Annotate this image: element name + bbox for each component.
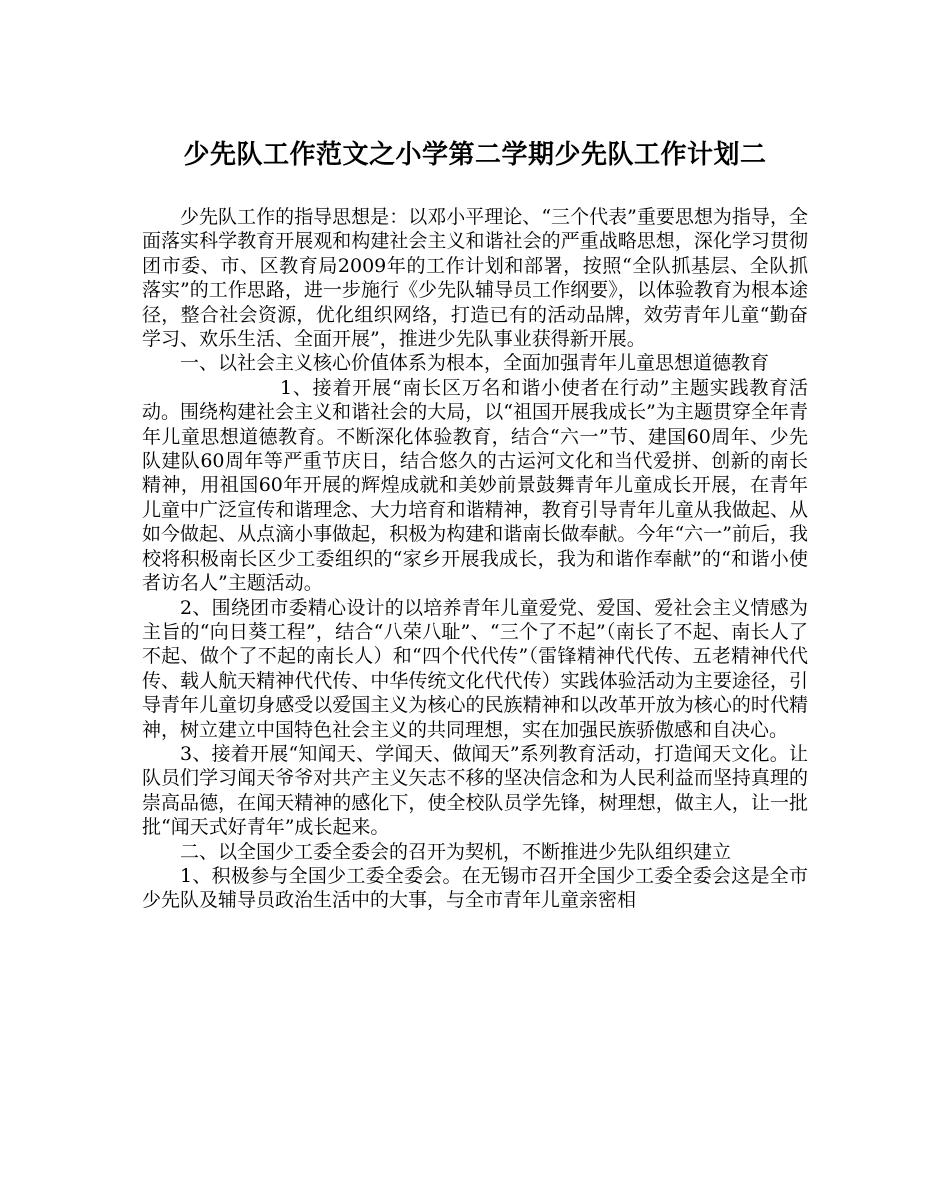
paragraph-guiding-thought: 少先队工作的指导思想是：以邓小平理论、“三个代表”重要思想为指导，全面落实科学教育开展观和构建社会主义和谐社会的严重战略思想，深化学习贯彻团市委、市、区教育局2009年的工作计划和部署，按照“全队抓基层、全队抓落实”的工作思路，进一步施行《少先队辅导员工作纲要》，以体验教育为根本途径，整合社会资源，优化组织网络，打造已有的活动品牌，效劳青年儿童“勤奋学习、欢乐生活、全面开展”，推进少先队事业获得新开展。 [142, 206, 808, 351]
document-body [142, 205, 808, 913]
document-title: 少先队工作范文之小学第二学期少先队工作计划二 [183, 140, 767, 170]
paragraph-1-1: 1、接着开展“南长区万名和谐小使者在行动”主题实践教育活动。围绕构建社会主义和谐社会的大局，以“祖国开展我成长”为主题贯穿全年青年儿童思想道德教育。不断深化体验教育，结合“六一”节、建国60周年、少先队建队60周年等严重节庆日，结合悠久的古运河文化和当代爱拼、创新的南长精神，用祖国60年开展的辉煌成就和美妙前景鼓舞青年儿童成长开展，在青年儿童中广泛宣传和谐理念、大力培育和谐精神，教育引导青年儿童从我做起、从如今做起、从点滴小事做起，积极为构建和谐南长做奉献。今年“六一”前后，我校将积极南长区少工委组织的“家乡开展我成长，我为和谐作奉献”的“和谐小使者访名人”主题活动。 [142, 376, 808, 595]
paragraph-1-3: 3、接着开展“知闻天、学闻天、做闻天”系列教育活动，打造闻天文化。让队员们学习闻天爷爷对共产主义矢志不移的坚决信念和为人民利益而坚持真理的崇高品德，在闻天精神的感化下，使全校队员学先锋，树理想，做主人，让一批批“闻天式好青年”成长起来。 [142, 742, 808, 839]
section-heading-2: 二、以全国少工委全委会的召开为契机，不断推进少先队组织建立 [180, 840, 732, 863]
paragraph-2-1: 1、积极参与全国少工委全委会。在无锡市召开全国少工委全委会这是全市少先队及辅导员政治生活中的大事，与全市青年儿童亲密相 [142, 864, 808, 912]
paragraph-1-2: 2、围绕团市委精心设计的以培养青年儿童爱党、爱国、爱社会主义情感为主旨的“向日葵工程”，结合“八荣八耻”、“三个了不起”（南长了不起、南长人了不起、做个了不起的南长人）和“四个代代传”（雷锋精神代代传、五老精神代代传、载人航天精神代代传、中华传统文化代代传）实践体验活动为主要途径，引导青年儿童切身感受以爱国主义为核心的民族精神和以改革开放为核心的时代精神，树立建立中国特色社会主义的共同理想，实在加强民族骄傲感和自决心。 [142, 596, 808, 741]
section-heading-1: 一、以社会主义核心价值体系为根本，全面加强青年儿童思想道德教育 [180, 352, 770, 375]
